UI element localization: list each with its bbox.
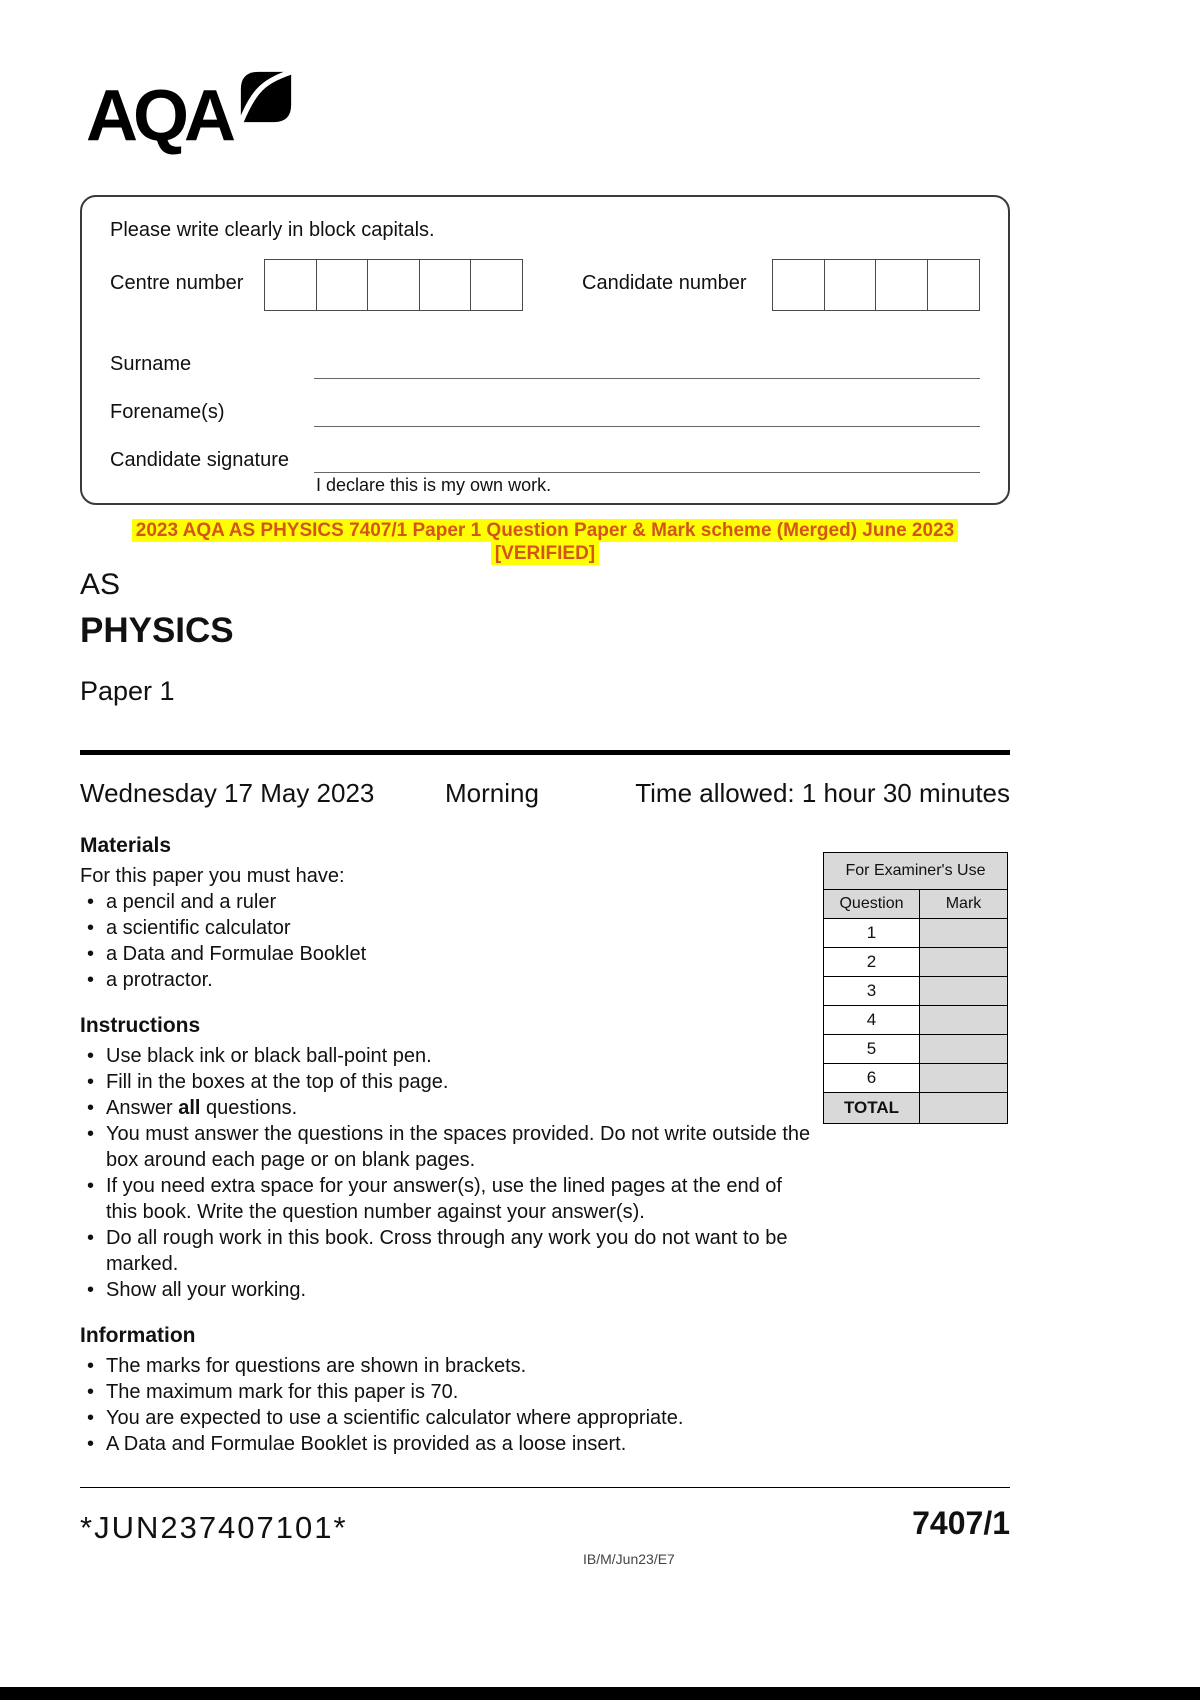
aqa-logo xyxy=(86,76,295,156)
examiner-use-table xyxy=(823,852,1008,1124)
cover-text-column xyxy=(80,833,818,1477)
mark-entry-cell xyxy=(920,919,1008,948)
block-capitals-instruction: Please write clearly in block capitals. xyxy=(110,219,435,241)
subject-title: PHYSICS xyxy=(80,611,234,650)
signature-label: Candidate signature xyxy=(110,449,290,471)
mark-entry-cell xyxy=(920,1035,1008,1064)
bullet-item: • a protractor. xyxy=(80,967,818,993)
qualification-level: AS xyxy=(80,568,121,601)
information-heading: Information xyxy=(80,1324,196,1347)
question-number-cell: 2 xyxy=(824,948,920,977)
question-number-cell: 3 xyxy=(824,977,920,1006)
digit-box[interactable] xyxy=(419,259,472,311)
bottom-black-bar xyxy=(0,1687,1200,1700)
bullet-item: • Show all your working. xyxy=(80,1277,818,1303)
declaration-text: I declare this is my own work. xyxy=(316,475,552,495)
aqa-leaf-icon xyxy=(237,68,295,126)
examiner-total-row xyxy=(824,1093,1008,1124)
digit-box[interactable] xyxy=(927,259,980,311)
bullet-item: • a Data and Formulae Booklet xyxy=(80,941,818,967)
examiner-header-row xyxy=(824,890,1008,919)
digit-box[interactable] xyxy=(824,259,877,311)
mark-entry-cell xyxy=(920,1064,1008,1093)
instructions-section xyxy=(80,1013,818,1303)
digit-box[interactable] xyxy=(264,259,317,311)
question-number-cell: 5 xyxy=(824,1035,920,1064)
title-divider-rule xyxy=(80,750,1010,755)
question-number-cell: 4 xyxy=(824,1006,920,1035)
mark-column-header: Mark xyxy=(920,890,1008,919)
instructions-heading: Instructions xyxy=(80,1014,201,1037)
materials-section xyxy=(80,833,818,993)
examiner-question-row xyxy=(824,1035,1008,1064)
examiner-question-row xyxy=(824,948,1008,977)
candidate-number-boxes xyxy=(772,259,980,311)
examiner-table-title: For Examiner's Use xyxy=(824,853,1008,890)
digit-box[interactable] xyxy=(316,259,369,311)
question-column-header: Question xyxy=(824,890,920,919)
question-number-cell: 1 xyxy=(824,919,920,948)
paper-code: 7407/1 xyxy=(912,1505,1010,1541)
bullet-item: • Answer all questions. xyxy=(80,1095,818,1121)
surname-line[interactable] xyxy=(314,378,980,379)
exam-time-of-day: Morning xyxy=(445,778,539,808)
session-row xyxy=(80,778,1010,812)
mark-entry-cell xyxy=(920,1006,1008,1035)
total-label-cell: TOTAL xyxy=(824,1093,920,1124)
materials-intro: For this paper you must have: xyxy=(80,865,345,887)
centre-number-label: Centre number xyxy=(110,272,244,294)
watermark-line2: [VERIFIED] xyxy=(491,542,599,565)
information-section xyxy=(80,1323,818,1457)
digit-box[interactable] xyxy=(875,259,928,311)
examiner-question-row xyxy=(824,919,1008,948)
paper-number: Paper 1 xyxy=(80,676,175,706)
total-mark-cell xyxy=(920,1093,1008,1124)
watermark-line1: 2023 AQA AS PHYSICS 7407/1 Paper 1 Question Paper & Mark scheme (Merged) June 2023 xyxy=(132,519,958,542)
bullet-item: • a pencil and a ruler xyxy=(80,889,818,915)
barcode-text: *JUN237407101* xyxy=(80,1510,348,1545)
exam-date: Wednesday 17 May 2023 xyxy=(80,778,375,808)
bullet-item: • A Data and Formulae Booklet is provided as a loose insert. xyxy=(80,1431,818,1457)
mark-entry-cell xyxy=(920,977,1008,1006)
bullet-item: • You are expected to use a scientific calculator where appropriate. xyxy=(80,1405,818,1431)
examiner-question-row xyxy=(824,1064,1008,1093)
digit-box[interactable] xyxy=(772,259,825,311)
examiner-question-row xyxy=(824,1006,1008,1035)
mark-entry-cell xyxy=(920,948,1008,977)
instructions-list xyxy=(80,1043,818,1303)
bullet-item: • Do all rough work in this book. Cross through any work you do not want to be marked. xyxy=(80,1225,818,1277)
watermark xyxy=(80,519,1010,565)
bullet-item: • a scientific calculator xyxy=(80,915,818,941)
digit-box[interactable] xyxy=(367,259,420,311)
candidate-details-box xyxy=(80,195,1010,505)
bullet-item: • Fill in the boxes at the top of this page. xyxy=(80,1069,818,1095)
examiner-question-row xyxy=(824,977,1008,1006)
candidate-number-label: Candidate number xyxy=(582,272,747,294)
information-list xyxy=(80,1353,818,1457)
surname-label: Surname xyxy=(110,353,192,375)
bullet-item: • Use black ink or black ball-point pen. xyxy=(80,1043,818,1069)
forenames-label: Forename(s) xyxy=(110,401,225,423)
footer-rule xyxy=(80,1487,1010,1488)
materials-heading: Materials xyxy=(80,834,172,857)
aqa-logo-text: AQA xyxy=(86,76,231,156)
examiner-title-row xyxy=(824,853,1008,890)
bullet-item: • If you need extra space for your answer(s), use the lined pages at the end of this book. Write the question number against your answer(s). xyxy=(80,1173,818,1225)
digit-box[interactable] xyxy=(470,259,523,311)
print-reference: IB/M/Jun23/E7 xyxy=(583,1551,675,1567)
time-allowed: Time allowed: 1 hour 30 minutes xyxy=(635,778,1010,808)
forenames-line[interactable] xyxy=(314,426,980,427)
bullet-item: • The marks for questions are shown in brackets. xyxy=(80,1353,818,1379)
centre-number-boxes xyxy=(264,259,523,311)
materials-list xyxy=(80,889,818,993)
question-number-cell: 6 xyxy=(824,1064,920,1093)
signature-line[interactable] xyxy=(314,472,980,473)
bullet-item: • You must answer the questions in the spaces provided. Do not write outside the box around each page or on blank pages. xyxy=(80,1121,818,1173)
bullet-item: • The maximum mark for this paper is 70. xyxy=(80,1379,818,1405)
